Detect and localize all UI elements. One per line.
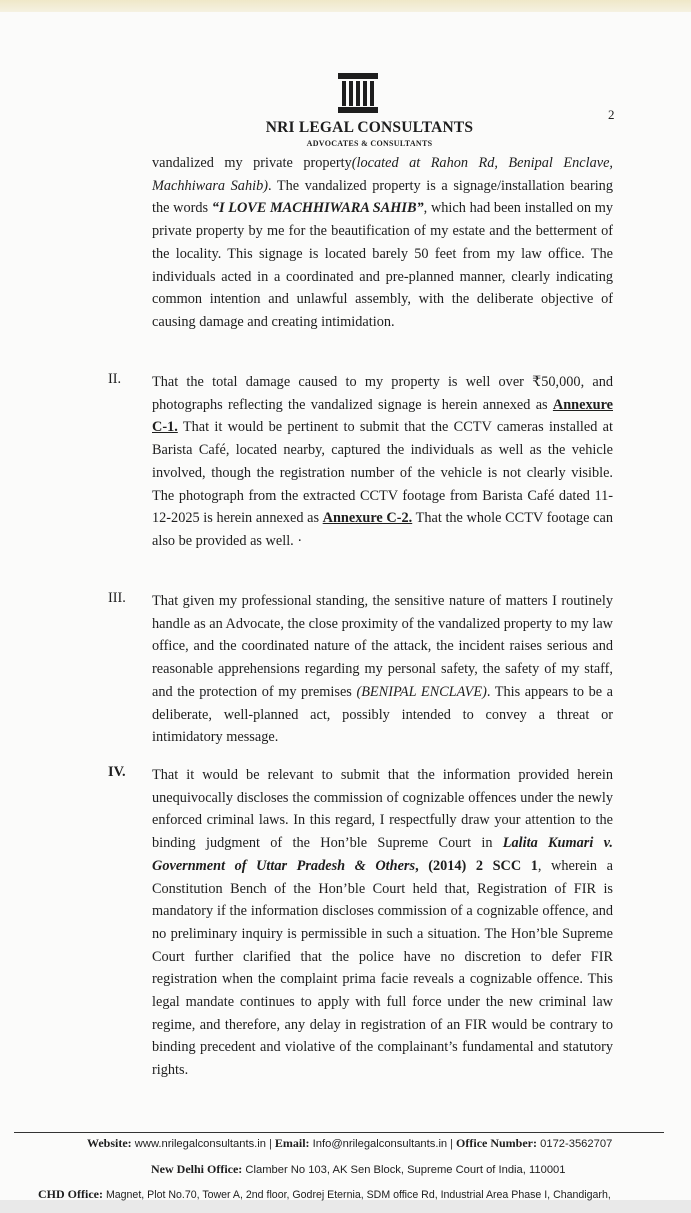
intro-text-3: , which had been installed on my private property by me for the beautification of my estate and the betterment of the locality. This signage is located barely 50 feet from my law office. The individuals acted in a coordinated and pre-planned manner, clearly indicating common intention and unlawful assembly, with the deliberate objective of causing damage and creating intimidation.: [152, 200, 614, 330]
document-page: [0, 12, 691, 1200]
p4-text-2: , wherein a Constitution Bench of the Hon’ble Court held that, Registration of FIR is mandatory if the information discloses commission of a cognizable offence, and no preliminary inquiry is permissible in such a situation. The Hon’ble Supreme Court further clarified that the police have no discretion to defer FIR registration when the complaint prima facie reveals a cognizable offence. This legal mandate continues to apply with full force under the new criminal law regime, and therefore, any delay in registration of an FIR would be contrary to binding precedent and violative of the complainant’s fundamental and statutory rights.: [152, 857, 613, 1079]
delhi-office-label: New Delhi Office:: [151, 1162, 243, 1176]
chd-office-label: CHD Office:: [38, 1187, 103, 1201]
paragraph-ii: [152, 371, 613, 553]
p3-text-1: That given my professional standing, the sensitive nature of matters I routinely handle as an Advocate, the close proximity of the vandalized property to my law office, and the coordinated nature of the attack, the incident raises serious and reasonable apprehensions regarding my personal safety, the safety of my staff, and the protection of my premises: [152, 593, 613, 700]
website-link[interactable]: www.nrilegalconsultants.in: [134, 1138, 266, 1150]
separator: |: [450, 1136, 453, 1150]
case-citation: , (2014) 2 SCC 1: [415, 857, 538, 874]
case-name: Lalita Kumari v. Government of Uttar Pradesh & Others: [152, 835, 613, 874]
email-link[interactable]: Info@nrilegalconsultants.in: [312, 1138, 448, 1150]
paragraph-iv: [152, 764, 613, 1082]
email-label: Email:: [274, 1136, 310, 1150]
paragraph-number-iv: IV.: [108, 764, 126, 780]
annexure-c1-reference: Annexure C-1.: [152, 396, 613, 436]
p4-text-1: That it would be relevant to submit that the information provided herein unequivocally discloses the commission of cognizable offences under the newly enforced criminal laws. In this regard, I respectfully draw your attention to the binding judgment of the Hon’ble Supreme Court in: [152, 767, 613, 852]
chd-office-address: Magnet, Plot No.70, Tower A, 2nd floor, Godrej Eternia, SDM office Rd, Industrial Area Phase I, Chandigarh,: [105, 1189, 611, 1201]
premises-name: (BENIPAL ENCLAVE): [356, 683, 487, 700]
firm-subtitle: ADVOCATES & CONSULTANTS: [306, 139, 433, 148]
paragraph-number-ii: II.: [108, 371, 122, 387]
footer-delhi-line: [151, 1162, 565, 1177]
p2-text-2: That it would be pertinent to submit that the CCTV cameras installed at Barista Café, located nearby, captured the individuals as well as the vehicle involved, though the registration number of the vehicle is not clearly visible. The photograph from the extracted CCTV footage from Barista Café dated 11-12-2025 is herein annexed as: [152, 419, 613, 527]
pillared-building-icon: [336, 72, 380, 114]
delhi-office-address: Clamber No 103, AK Sen Block, Supreme Court of India, 110001: [245, 1164, 566, 1176]
intro-text-2: . The vandalized property is a signage/installation bearing the words: [152, 177, 613, 217]
page-number: 2: [608, 107, 615, 122]
intro-text-1: vandalized my private property: [152, 155, 352, 171]
website-label: Website:: [87, 1136, 132, 1150]
p3-text-2: . This appears to be a deliberate, well-planned act, possibly intended to convey a threat or intimidatory message.: [152, 683, 613, 746]
p2-text-3: That the whole CCTV footage can also be provided as well. ·: [152, 510, 613, 549]
property-location: (located at Rahon Rd, Benipal Enclave, Machhiwara Sahib): [152, 155, 613, 194]
office-number: 0172-3562707: [540, 1138, 613, 1150]
intro-paragraph: [152, 152, 613, 334]
paragraph-iii: [152, 590, 613, 749]
firm-name: NRI LEGAL CONSULTANTS: [265, 119, 474, 136]
office-number-label: Office Number:: [456, 1136, 538, 1150]
signage-words: “I LOVE MACHHIWARA SAHIB”: [211, 200, 424, 217]
paragraph-number-iii: III.: [108, 590, 126, 606]
annexure-c2-reference: Annexure C-2.: [322, 510, 413, 527]
p2-text-1: That the total damage caused to my property is well over ₹50,000, and photographs reflecting the vandalized signage is herein annexed as: [152, 374, 613, 413]
separator: |: [269, 1136, 272, 1150]
letterhead-footer: [14, 1132, 664, 1213]
footer-contact-line: [87, 1136, 612, 1151]
